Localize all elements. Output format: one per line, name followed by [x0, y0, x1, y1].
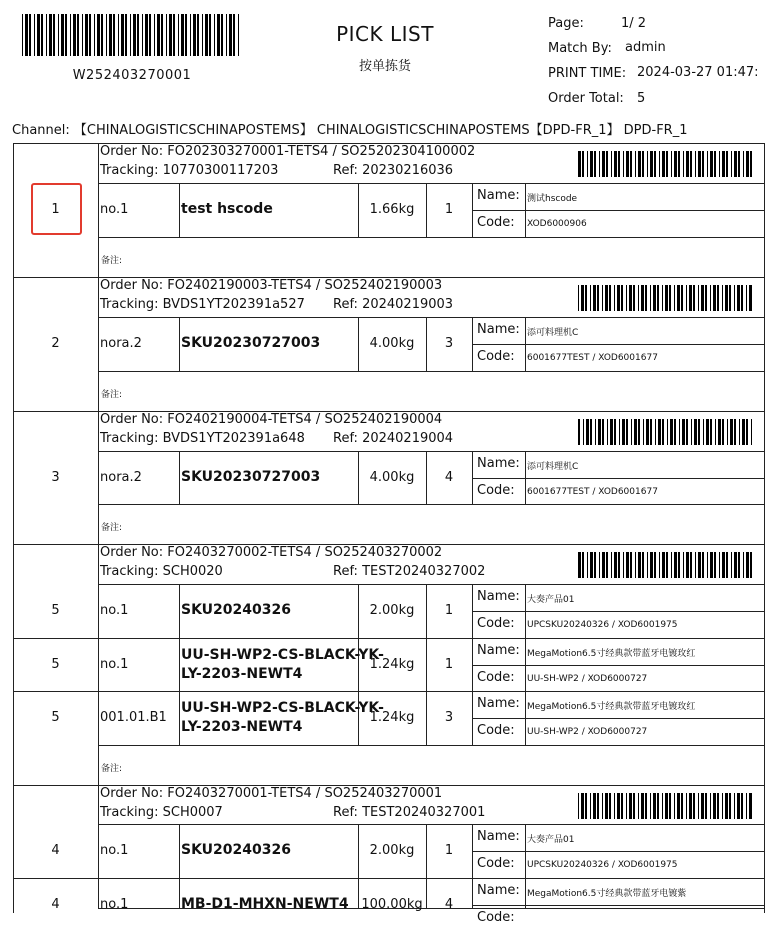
item-location: 001.01.B1 — [100, 710, 167, 725]
name-label: Name: — [477, 696, 520, 711]
name-label: Name: — [477, 589, 520, 604]
table-rule — [98, 277, 99, 411]
item-location: nora.2 — [100, 336, 142, 351]
item-sku: UU-SH-WP2-CS-BLACK-YK- — [181, 700, 384, 716]
code-label: Code: — [477, 483, 515, 498]
item-quantity: 3 — [444, 336, 454, 351]
item-sku: UU-SH-WP2-CS-BLACK-YK- — [181, 646, 384, 663]
table-rule — [472, 851, 765, 852]
item-index: 1 — [51, 202, 60, 217]
table-rule — [13, 691, 765, 692]
page-value: 1/ 2 — [621, 16, 647, 31]
table-rule — [472, 210, 765, 211]
match-label: Match By: — [548, 41, 612, 56]
item-index: 5 — [51, 710, 60, 725]
item-location: no.1 — [100, 843, 129, 858]
item-code: UU-SH-WP2 / XOD6000727 — [527, 674, 648, 684]
item-sku: SKU20230727003 — [181, 468, 321, 485]
table-rule — [179, 824, 180, 878]
table-rule — [98, 451, 765, 452]
item-location: nora.2 — [100, 469, 142, 485]
item-name: 大奏产品01 — [527, 835, 575, 845]
table-rule — [179, 878, 180, 908]
item-code: UPCSKU20240326 / XOD6001975 — [527, 620, 678, 630]
item-name: 测试hscode — [527, 194, 578, 204]
order-barcode — [578, 793, 754, 819]
order-barcode — [578, 552, 754, 578]
item-weight: 4.00kg — [369, 469, 415, 485]
order-number: Order No: FO2403270001-TETS4 / SO252403270001 — [100, 786, 443, 801]
match-value: admin — [625, 40, 666, 55]
item-weight: 2.00kg — [369, 843, 415, 858]
name-label: Name: — [477, 456, 520, 471]
table-rule — [98, 745, 765, 746]
name-label: Name: — [477, 322, 520, 337]
item-index: 4 — [51, 843, 60, 858]
table-rule — [98, 785, 99, 908]
item-code: 6001677TEST / XOD6001677 — [527, 353, 658, 363]
item-location: no.1 — [100, 603, 129, 618]
table-rule — [98, 371, 765, 372]
table-rule — [472, 344, 765, 345]
order-number: Order No: FO2403270002-TETS4 / SO252403270002 — [100, 545, 443, 560]
item-weight: 100.00kg — [361, 897, 423, 912]
remark-label: 备注: — [101, 764, 123, 774]
tracking-number: Tracking: SCH0007 — [100, 805, 223, 820]
order-total-label: Order Total: — [548, 91, 624, 106]
code-label: Code: — [477, 670, 515, 685]
order-barcode — [578, 419, 754, 445]
reference-number: Ref: 20240219003 — [333, 297, 454, 312]
table-rule — [472, 905, 765, 906]
name-label: Name: — [477, 643, 520, 658]
order-number: Order No: FO2402190003-TETS4 / SO252402190003 — [100, 278, 443, 293]
code-label: Code: — [477, 856, 515, 871]
waybill-number: W252403270001 — [72, 68, 192, 83]
item-quantity: 4 — [444, 469, 454, 485]
page-label: Page: — [548, 16, 584, 31]
table-rule — [179, 638, 180, 691]
item-quantity: 1 — [444, 656, 454, 672]
channel-line: Channel: 【CHINALOGISTICSCHINAPOSTEMS】 CHINALOGISTICSCHINAPOSTEMS【DPD-FR_1】 DPD-FR_1 — [12, 123, 688, 138]
item-name: MegaMotion6.5寸经典款带蓝牙电镀紫 — [527, 889, 687, 899]
item-location: no.1 — [100, 202, 129, 217]
item-index: 4 — [51, 897, 60, 912]
table-rule — [472, 611, 765, 612]
page-title: PICK LIST — [336, 22, 434, 46]
table-rule — [179, 317, 180, 371]
table-rule — [98, 237, 765, 238]
order-total-value: 5 — [637, 91, 646, 106]
tracking-number: Tracking: BVDS1YT202391a527 — [100, 297, 305, 312]
page-subtitle: 按单拣货 — [358, 59, 411, 74]
item-name: 添可料理机C — [527, 328, 579, 338]
table-rule — [98, 584, 765, 585]
table-rule — [98, 544, 99, 785]
remark-label: 备注: — [101, 390, 123, 400]
item-code: UU-SH-WP2 / XOD6000727 — [527, 727, 648, 737]
table-rule — [472, 878, 473, 908]
item-index: 2 — [51, 336, 60, 351]
table-rule — [98, 504, 765, 505]
remark-label: 备注: — [101, 523, 123, 533]
item-quantity: 4 — [444, 897, 454, 912]
reference-number: Ref: TEST20240327001 — [333, 805, 486, 820]
item-index: 3 — [51, 469, 60, 485]
table-rule — [472, 718, 765, 719]
item-sku: SKU20230727003 — [181, 335, 321, 351]
item-location: no.1 — [100, 897, 129, 912]
table-rule — [179, 691, 180, 745]
reference-number: Ref: 20230216036 — [333, 163, 454, 178]
tracking-number: Tracking: SCH0020 — [100, 564, 223, 579]
table-rule — [13, 638, 765, 639]
order-barcode — [578, 151, 754, 177]
item-sku: LY-2203-NEWT4 — [181, 665, 303, 682]
waybill-barcode — [22, 14, 242, 56]
code-label: Code: — [477, 910, 515, 925]
code-label: Code: — [477, 215, 515, 230]
item-name: MegaMotion6.5寸经典款带蓝牙电镀玫红 — [527, 649, 696, 659]
table-rule — [179, 584, 180, 638]
item-quantity: 1 — [444, 603, 454, 618]
item-location: no.1 — [100, 656, 129, 672]
item-quantity: 1 — [444, 202, 454, 217]
item-quantity: 1 — [444, 843, 454, 858]
table-rule — [472, 665, 765, 666]
item-sku: test hscode — [181, 201, 273, 217]
print-time-label: PRINT TIME: — [548, 66, 627, 81]
item-weight: 4.00kg — [369, 336, 415, 351]
order-number: Order No: FO2402190004-TETS4 / SO252402190004 — [100, 412, 443, 427]
name-label: Name: — [477, 829, 520, 844]
item-weight: 1.24kg — [369, 710, 415, 725]
table-rule — [13, 277, 765, 278]
item-name: MegaMotion6.5寸经典款带蓝牙电镀玫红 — [527, 702, 696, 712]
table-rule — [13, 878, 765, 879]
code-label: Code: — [477, 616, 515, 631]
item-sku: LY-2203-NEWT4 — [181, 719, 303, 735]
name-label: Name: — [477, 883, 520, 898]
table-rule — [98, 183, 765, 184]
item-code: 6001677TEST / XOD6001677 — [527, 487, 658, 497]
item-quantity: 3 — [444, 710, 454, 725]
item-sku: MB-D1-MHXN-NEWT4 — [181, 896, 349, 912]
order-number: Order No: FO202303270001-TETS4 / SO25202304100002 — [100, 144, 476, 159]
table-rule — [98, 317, 765, 318]
print-time-value: 2024-03-27 01:47: — [637, 65, 759, 80]
table-rule — [525, 878, 526, 908]
code-label: Code: — [477, 723, 515, 738]
item-sku: SKU20240326 — [181, 602, 291, 618]
tracking-number: Tracking: BVDS1YT202391a648 — [100, 431, 305, 446]
item-sku: SKU20240326 — [181, 842, 291, 858]
table-rule — [98, 143, 99, 277]
remark-label: 备注: — [101, 256, 123, 266]
item-weight: 1.24kg — [369, 656, 415, 672]
table-rule — [472, 478, 765, 479]
item-name: 大奏产品01 — [527, 595, 575, 605]
table-rule — [98, 411, 99, 544]
item-code: UPCSKU20240326 / XOD6001975 — [527, 860, 678, 870]
item-name: 添可料理机C — [527, 462, 579, 472]
name-label: Name: — [477, 188, 520, 203]
item-weight: 2.00kg — [369, 603, 415, 618]
reference-number: Ref: 20240219004 — [333, 431, 454, 446]
item-weight: 1.66kg — [369, 202, 415, 217]
reference-number: Ref: TEST20240327002 — [333, 564, 486, 579]
table-rule — [179, 183, 180, 237]
code-label: Code: — [477, 349, 515, 364]
table-rule — [98, 824, 765, 825]
table-rule — [179, 451, 180, 504]
item-code: XOD6000906 — [527, 219, 587, 229]
item-index: 5 — [51, 603, 60, 618]
item-index: 5 — [51, 656, 60, 672]
tracking-number: Tracking: 10770300117203 — [100, 163, 279, 178]
order-barcode — [578, 285, 754, 311]
